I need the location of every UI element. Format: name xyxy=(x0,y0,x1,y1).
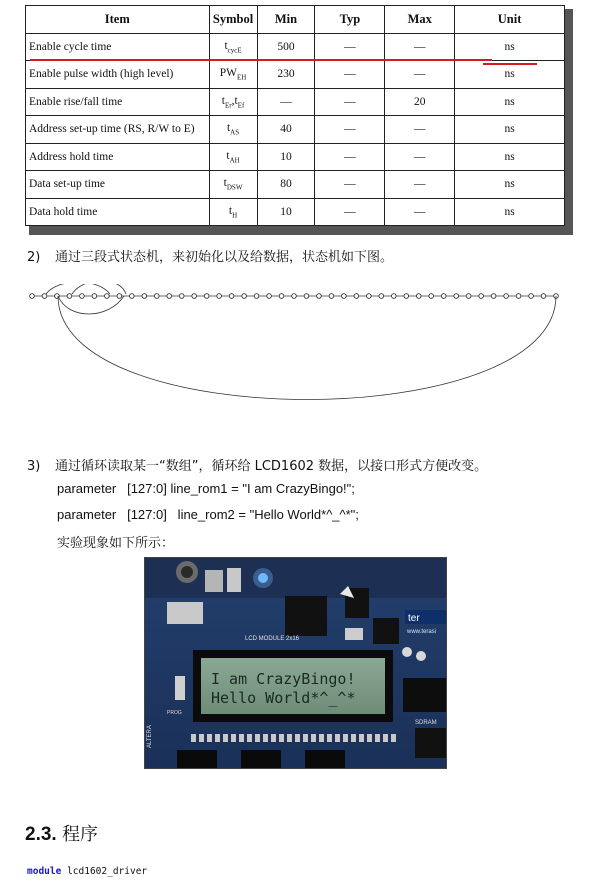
cell-symbol: $t_{Er},t_{Ef}$ xyxy=(209,88,257,116)
state-node xyxy=(454,294,459,299)
header-pin xyxy=(319,734,324,742)
state-node xyxy=(466,294,471,299)
state-node xyxy=(204,294,209,299)
heading-number: 2.3. xyxy=(25,824,57,845)
table-row xyxy=(26,143,565,171)
state-node xyxy=(392,294,397,299)
state-node xyxy=(229,294,234,299)
table-row xyxy=(26,33,565,61)
paragraph-text: 通过三段式状态机，来初始化以及给数据，状态机如下图。 xyxy=(55,250,394,265)
header-pin xyxy=(255,734,260,742)
timing-table-container xyxy=(25,5,569,231)
code-keyword: module xyxy=(27,866,62,877)
header-pin xyxy=(263,734,268,742)
cell-unit: ns xyxy=(455,61,565,89)
header-pin xyxy=(191,734,196,742)
state-node xyxy=(304,294,309,299)
state-node xyxy=(142,294,147,299)
state-node xyxy=(292,294,297,299)
cell-item: Data hold time xyxy=(26,198,210,226)
state-node xyxy=(179,294,184,299)
state-node xyxy=(92,294,97,299)
header-pin xyxy=(343,734,348,742)
cell-max: — xyxy=(385,143,455,171)
table-row xyxy=(26,116,565,144)
header-pin xyxy=(383,734,388,742)
state-node xyxy=(504,294,509,299)
cell-symbol: $PW_{EH}$ xyxy=(209,61,257,89)
state-node xyxy=(342,294,347,299)
state-node xyxy=(404,294,409,299)
state-node xyxy=(329,294,334,299)
header-pin xyxy=(199,734,204,742)
state-node xyxy=(242,294,247,299)
cell-min: 500 xyxy=(257,33,315,61)
altera-label: ALTERA xyxy=(147,725,153,748)
cell-max: — xyxy=(385,116,455,144)
cell-typ: — xyxy=(315,116,385,144)
loop-arc-large xyxy=(58,296,556,400)
header-pin xyxy=(295,734,300,742)
lcd-module-label: LCD MODULE 2x16 xyxy=(245,636,300,642)
cell-item: Enable pulse width (high level) xyxy=(26,61,210,89)
header-pin xyxy=(303,734,308,742)
heading-title: 程序 xyxy=(61,824,98,845)
cell-symbol: $t_{cycE}$ xyxy=(209,33,257,61)
cell-max: — xyxy=(385,171,455,199)
cell-typ: — xyxy=(315,61,385,89)
cell-max: — xyxy=(385,33,455,61)
header-pin xyxy=(359,734,364,742)
board-illustration xyxy=(145,558,446,768)
cell-max: — xyxy=(385,61,455,89)
header-pin xyxy=(279,734,284,742)
state-node xyxy=(416,294,421,299)
state-node xyxy=(516,294,521,299)
state-node xyxy=(117,294,122,299)
header-pin xyxy=(351,734,356,742)
cell-item: Address hold time xyxy=(26,143,210,171)
table-header-row xyxy=(26,6,565,34)
cell-min: — xyxy=(257,88,315,116)
header-pin xyxy=(223,734,228,742)
paragraph-2 xyxy=(27,246,393,265)
state-node xyxy=(67,294,72,299)
header-pin xyxy=(239,734,244,742)
state-node xyxy=(42,294,47,299)
header-typ: Typ xyxy=(315,6,385,34)
state-node xyxy=(80,294,85,299)
lcd-line-2: Hello World*^_^* xyxy=(211,689,356,707)
red-underline-unit xyxy=(483,63,537,65)
cell-min: 230 xyxy=(257,61,315,89)
state-node xyxy=(491,294,496,299)
state-node xyxy=(354,294,359,299)
chip-icon xyxy=(285,596,327,636)
prog-label: PROG xyxy=(167,710,182,716)
cell-unit: ns xyxy=(455,116,565,144)
red-underline xyxy=(30,59,492,61)
parameter-line-1: parameter [127:0] line_rom1 = "I am CrazyBingo!"; xyxy=(57,481,355,496)
state-node xyxy=(105,294,110,299)
list-number: 3) xyxy=(27,459,41,474)
header-pin xyxy=(247,734,252,742)
state-nodes xyxy=(30,294,559,299)
state-node xyxy=(529,294,534,299)
cell-min: 40 xyxy=(257,116,315,144)
cell-item: Enable rise/fall time xyxy=(26,88,210,116)
header-pin xyxy=(287,734,292,742)
header-symbol: Symbol xyxy=(209,6,257,34)
code-module-name: lcd1602_driver xyxy=(67,866,148,877)
section-heading xyxy=(25,820,98,846)
cell-max: 20 xyxy=(385,88,455,116)
loop-arc-small-1 xyxy=(46,284,110,294)
header-item: Item xyxy=(26,6,210,34)
cell-typ: — xyxy=(315,198,385,226)
state-node xyxy=(192,294,197,299)
lcd-line-1: I am CrazyBingo! xyxy=(211,670,356,688)
state-node xyxy=(429,294,434,299)
state-node xyxy=(154,294,159,299)
paragraph-text: 通过循环读取某一“数组”，循环给 LCD1602 数据，以接口形式方便改变。 xyxy=(55,459,488,474)
caption: 实验现象如下所示： xyxy=(57,536,175,551)
header-pin xyxy=(311,734,316,742)
cell-unit: ns xyxy=(455,143,565,171)
state-node xyxy=(541,294,546,299)
header-pin xyxy=(367,734,372,742)
cell-unit: ns xyxy=(455,33,565,61)
cell-typ: — xyxy=(315,171,385,199)
header-pin xyxy=(231,734,236,742)
state-node xyxy=(479,294,484,299)
brand-url-label: www.terasi xyxy=(407,629,437,635)
cell-max: — xyxy=(385,198,455,226)
cell-item: Data set-up time xyxy=(26,171,210,199)
cell-typ: — xyxy=(315,143,385,171)
timing-table xyxy=(25,5,565,226)
cell-unit: ns xyxy=(455,171,565,199)
state-node xyxy=(167,294,172,299)
parameter-line-2: parameter [127:0] line_rom2 = "Hello World*^_^*"; xyxy=(57,507,359,522)
state-node xyxy=(317,294,322,299)
header-pin xyxy=(335,734,340,742)
header-pin xyxy=(327,734,332,742)
experiment-photo xyxy=(144,557,447,769)
header-pin xyxy=(375,734,380,742)
header-unit: Unit xyxy=(455,6,565,34)
cell-typ: — xyxy=(315,33,385,61)
cell-symbol: $t_H$ xyxy=(209,198,257,226)
brand-label: ter xyxy=(408,613,420,624)
cell-unit: ns xyxy=(455,198,565,226)
cell-min: 10 xyxy=(257,198,315,226)
cell-item: Enable cycle time xyxy=(26,33,210,61)
header-max: Max xyxy=(385,6,455,34)
state-node xyxy=(30,294,35,299)
cell-symbol: $t_{AH}$ xyxy=(209,143,257,171)
list-number: 2) xyxy=(27,250,41,265)
sdram-label: SDRAM xyxy=(415,720,437,726)
cell-symbol: $t_{DSW}$ xyxy=(209,171,257,199)
header-pin xyxy=(271,734,276,742)
state-node xyxy=(441,294,446,299)
cell-min: 80 xyxy=(257,171,315,199)
paragraph-3 xyxy=(27,455,487,474)
state-node xyxy=(279,294,284,299)
state-machine-diagram xyxy=(28,284,562,404)
header-min: Min xyxy=(257,6,315,34)
state-node xyxy=(254,294,259,299)
state-node xyxy=(130,294,135,299)
table-row xyxy=(26,88,565,116)
state-node xyxy=(217,294,222,299)
loop-arc-small-2 xyxy=(58,296,124,314)
state-node xyxy=(379,294,384,299)
header-pin xyxy=(391,734,396,742)
state-node xyxy=(267,294,272,299)
cell-symbol: $t_{AS}$ xyxy=(209,116,257,144)
table-row xyxy=(26,198,565,226)
header-pin xyxy=(207,734,212,742)
cell-min: 10 xyxy=(257,143,315,171)
header-pin xyxy=(215,734,220,742)
state-node xyxy=(367,294,372,299)
cell-typ: — xyxy=(315,88,385,116)
cell-unit: ns xyxy=(455,88,565,116)
table-row xyxy=(26,171,565,199)
code-snippet xyxy=(27,866,147,877)
cell-item: Address set-up time (RS, R/W to E) xyxy=(26,116,210,144)
